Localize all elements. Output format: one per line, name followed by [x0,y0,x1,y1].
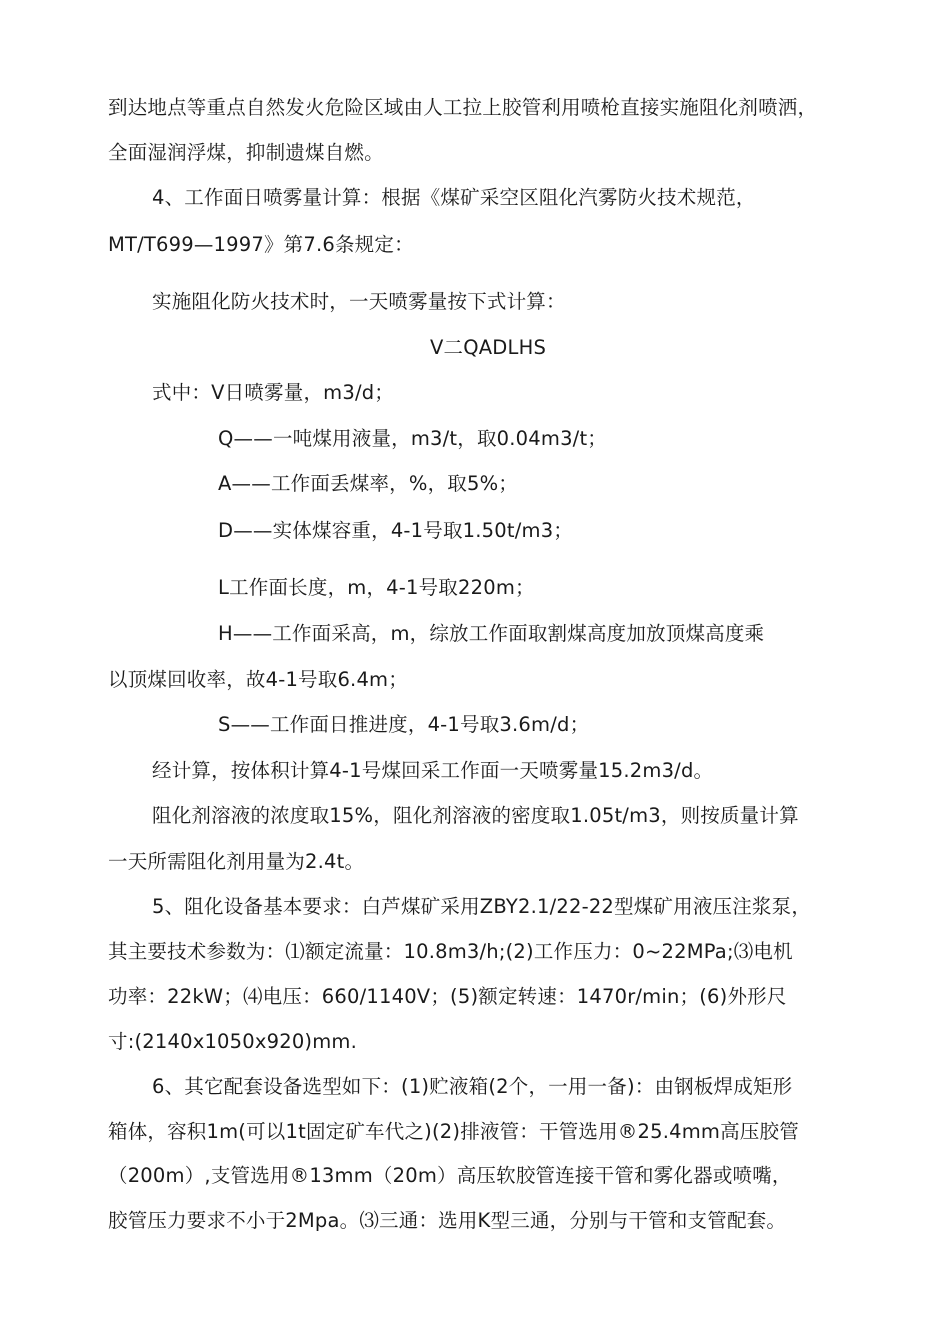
text-line: 箱体，容积1m(可以1t固定矿车代之)(2)排液管：干管选用®25.4mm高压胶管 [108,1120,799,1143]
text-line: 阻化剂溶液的浓度取15%，阻化剂溶液的密度取1.05t/m3，则按质量计算 [152,804,799,827]
text-line: 胶管压力要求不小于2Mpa。⑶三通：选用K型三通，分别与干管和支管配套。 [108,1209,787,1232]
text-line: 4、工作面日喷雾量计算：根据《煤矿采空区阻化汽雾防火技术规范， [152,186,756,209]
text-line: 其主要技术参数为：⑴额定流量：10.8m3/h;(2)工作压力：0~22MPa;⑶电机 [108,940,793,963]
text-line: 6、其它配套设备选型如下：(1)贮液箱(2个，一用一备)：由钢板焊成矩形 [152,1075,793,1098]
text-line: 实施阻化防火技术时，一天喷雾量按下式计算： [152,290,566,313]
text-line: A——工作面丢煤率，%，取5%； [218,472,519,495]
text-line: 功率：22kW；⑷电压：660/1140V；(5)额定转速：1470r/min；(6)外形尺 [108,985,787,1008]
text-line: 到达地点等重点自然发火危险区域由人工拉上胶管利用喷枪直接实施阻化剂喷洒， [108,96,818,119]
text-line: 全面湿润浮煤，抑制遗煤自燃。 [108,141,384,164]
formula: V二QADLHS [429,336,547,359]
text-line: 式中：V日喷雾量，m3/d； [152,381,394,404]
text-line: H——工作面采高，m，综放工作面取割煤高度加放顶煤高度乘 [218,622,765,645]
text-line: S——工作面日推进度，4-1号取3.6m/d； [218,713,590,736]
text-line: （200m）,支管选用®13mm（20m）高压软胶管连接干管和雾化器或喷嘴， [108,1164,792,1187]
text-line: 5、阻化设备基本要求：白芦煤矿采用ZBY2.1/22-22型煤矿用液压注浆泵， [152,895,812,918]
text-line: 寸:(2140x1050x920)mm. [108,1030,358,1053]
text-line: D——实体煤容重，4-1号取1.50t/m3； [218,519,574,542]
text-line: 以顶煤回收率，故4-1号取6.4m； [108,668,408,691]
text-line: L工作面长度，m，4-1号取220m； [218,576,535,599]
text-line: 经计算，按体积计算4-1号煤回采工作面一天喷雾量15.2m3/d。 [152,759,714,782]
text-line: 一天所需阻化剂用量为2.4t。 [108,850,365,873]
text-line: Q——一吨煤用液量，m3/t，取0.04m3/t； [218,427,608,450]
text-line: MT/T699—1997》第7.6条规定： [108,233,414,256]
